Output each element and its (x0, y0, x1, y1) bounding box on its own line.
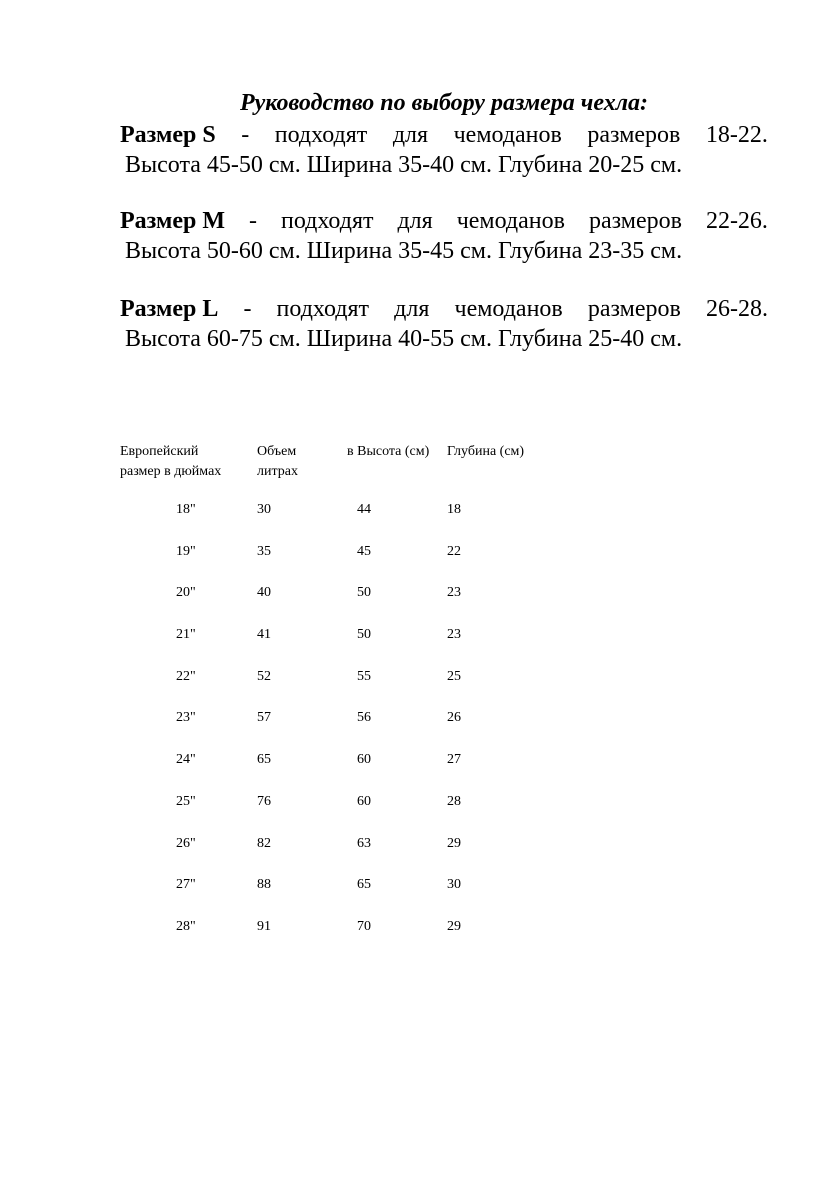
cell-depth: 29 (447, 835, 461, 851)
size-m-description (120, 206, 768, 236)
table-row (120, 706, 580, 748)
cell-depth: 22 (447, 543, 461, 559)
size-s-dash: - (241, 122, 250, 148)
size-m-range: 22-26. (705, 208, 768, 234)
header-volume (257, 442, 298, 482)
size-s-block (120, 120, 768, 180)
cell-height: 70 (357, 918, 371, 934)
cell-depth: 26 (447, 710, 461, 726)
cell-height: 50 (357, 585, 371, 601)
table-header (120, 442, 580, 498)
cell-size: 27" (176, 877, 196, 893)
table-row (120, 623, 580, 665)
cell-depth: 30 (447, 877, 461, 893)
cell-volume: 30 (257, 502, 271, 517)
cell-depth: 18 (447, 502, 461, 517)
table-row (120, 540, 580, 582)
cell-height: 60 (357, 793, 371, 809)
cell-volume: 76 (257, 793, 271, 809)
size-m-label: Размер M (120, 208, 225, 234)
cell-size: 20" (176, 585, 196, 601)
table-body (120, 498, 580, 957)
size-l-description (120, 294, 768, 324)
cell-size: 19" (176, 543, 196, 559)
size-s-label: Размер S (120, 122, 216, 148)
size-m-word-fit: подходят (280, 208, 374, 234)
table-row (120, 665, 580, 707)
size-l-word-fit: подходят (276, 296, 370, 322)
size-m-dash: - (248, 208, 257, 234)
cell-volume: 41 (257, 627, 271, 643)
cell-depth: 27 (447, 752, 461, 768)
table-row (120, 581, 580, 623)
cell-volume: 57 (257, 710, 271, 726)
cell-size: 28" (176, 918, 196, 934)
size-l-block (120, 294, 768, 354)
cell-depth: 23 (447, 585, 461, 601)
cell-volume: 91 (257, 918, 271, 934)
cell-size: 24" (176, 752, 196, 768)
cell-volume: 52 (257, 668, 271, 684)
header-european-size-line1: Европейский (120, 444, 199, 459)
size-l-dash: - (243, 296, 252, 322)
cell-volume: 82 (257, 835, 271, 851)
cell-size: 22" (176, 668, 196, 684)
cell-depth: 25 (447, 668, 461, 684)
size-s-dimensions: Высота 45-50 см. Ширина 35-40 см. Глубина 20-25 см. (125, 152, 683, 178)
size-s-word-for: для (392, 122, 429, 148)
header-european-size (120, 442, 221, 482)
size-l-dimensions: Высота 60-75 см. Ширина 40-55 см. Глубина 25-40 см. (125, 326, 683, 352)
cell-size: 21" (176, 627, 196, 643)
cell-height: 56 (357, 710, 371, 726)
header-volume-line1: Объем (257, 444, 297, 459)
cell-height: 50 (357, 627, 371, 643)
size-l-word-for: для (394, 296, 430, 322)
header-depth: Глубина (см) (447, 444, 525, 459)
header-height: в Высота (см) (347, 444, 430, 459)
size-s-word-suitcases: чемоданов (453, 122, 562, 148)
header-european-size-line2: размер в дюймах (120, 464, 222, 479)
cell-size: 18" (176, 502, 196, 517)
cell-height: 63 (357, 835, 371, 851)
cell-volume: 88 (257, 877, 271, 893)
cell-size: 23" (176, 710, 196, 726)
size-s-description (120, 120, 768, 150)
size-l-word-sizes: размеров (587, 296, 681, 322)
table-row (120, 748, 580, 790)
cell-height: 65 (357, 877, 371, 893)
table-row (120, 915, 580, 957)
size-table (120, 442, 580, 957)
size-s-range: 18-22. (705, 122, 768, 148)
cell-volume: 40 (257, 585, 271, 601)
cell-size: 26" (176, 835, 196, 851)
cell-volume: 65 (257, 752, 271, 768)
table-row (120, 498, 580, 540)
cell-depth: 23 (447, 627, 461, 643)
size-s-word-sizes: размеров (587, 122, 681, 148)
size-l-label: Размер L (120, 296, 219, 322)
cell-depth: 28 (447, 793, 461, 809)
size-m-word-sizes: размеров (588, 208, 682, 234)
cell-size: 25" (176, 793, 196, 809)
table-row (120, 790, 580, 832)
table-row (120, 832, 580, 874)
page-title: Руководство по выбору размера чехла: (239, 90, 649, 116)
cell-depth: 29 (447, 918, 461, 934)
size-m-word-for: для (397, 208, 433, 234)
header-volume-line2: литрах (257, 464, 298, 479)
cell-height: 60 (357, 752, 371, 768)
size-l-word-suitcases: чемоданов (454, 296, 563, 322)
size-m-word-suitcases: чемоданов (456, 208, 565, 234)
size-m-block (120, 206, 768, 266)
table-row (120, 873, 580, 915)
size-l-range: 26-28. (705, 296, 768, 322)
cell-height: 55 (357, 668, 371, 684)
size-s-word-fit: подходят (274, 122, 368, 148)
cell-height: 45 (357, 543, 371, 559)
cell-height: 44 (357, 502, 371, 517)
cell-volume: 35 (257, 543, 271, 559)
size-m-dimensions: Высота 50-60 см. Ширина 35-45 см. Глубина 23-35 см. (125, 238, 683, 264)
